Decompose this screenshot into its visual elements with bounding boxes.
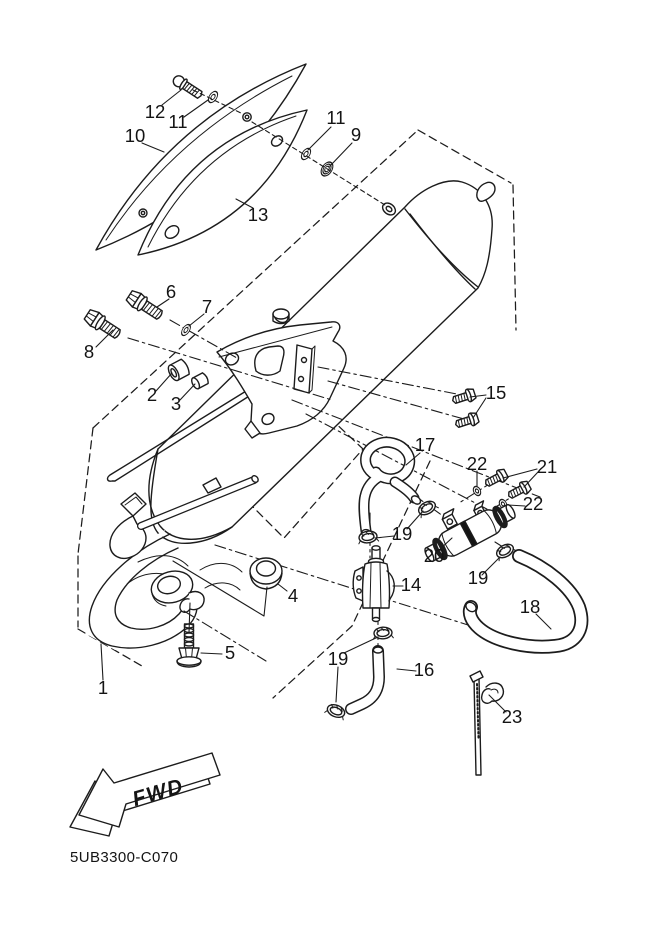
- callout-22a: 22: [466, 453, 488, 474]
- callout-5: 5: [224, 642, 236, 663]
- callout-15: 15: [485, 382, 507, 403]
- callout-8: 8: [83, 341, 95, 362]
- reed-valve-14: [353, 546, 394, 622]
- callout-9: 9: [350, 124, 362, 145]
- drawing-code: 5UB3300-C070: [70, 849, 179, 866]
- callout-13: 13: [247, 204, 269, 225]
- callout-7: 7: [201, 296, 213, 317]
- hose-16: [351, 647, 383, 709]
- callout-11a: 11: [168, 111, 188, 132]
- callout-12: 12: [144, 101, 166, 122]
- band-tie-23: [470, 671, 503, 775]
- callout-19a: 19: [391, 523, 413, 544]
- callout-14: 14: [400, 574, 422, 595]
- callout-22b: 22: [522, 493, 544, 514]
- callout-4: 4: [287, 585, 299, 606]
- gasket-4: [250, 558, 282, 589]
- hose-17: [362, 442, 422, 534]
- collar-2: [166, 358, 191, 382]
- muffler-stud: [477, 182, 495, 201]
- washer-22a: [472, 485, 482, 497]
- callout-19b: 19: [467, 567, 489, 588]
- spacer-3: [190, 372, 210, 390]
- fwd-label: FWD: [129, 774, 187, 812]
- callout-1: 1: [97, 677, 109, 698]
- callout-19c: 19: [327, 648, 349, 669]
- callout-2: 2: [146, 384, 158, 405]
- callout-16: 16: [413, 659, 435, 680]
- callout-10: 10: [124, 125, 146, 146]
- screw-12: [171, 73, 204, 100]
- callout-23: 23: [501, 706, 523, 727]
- callout-3: 3: [170, 393, 182, 414]
- clamp-19e: [325, 702, 348, 720]
- callout-20: 20: [423, 545, 445, 566]
- callout-17: 17: [414, 434, 436, 455]
- callout-18: 18: [519, 596, 541, 617]
- washer-11b: [300, 147, 313, 161]
- bolt-8: [83, 308, 123, 342]
- callout-11b: 11: [326, 107, 346, 128]
- clamp-19a: [357, 530, 378, 544]
- callout-6: 6: [165, 281, 177, 302]
- fwd-arrow: [70, 753, 220, 836]
- callout-21: 21: [536, 456, 558, 477]
